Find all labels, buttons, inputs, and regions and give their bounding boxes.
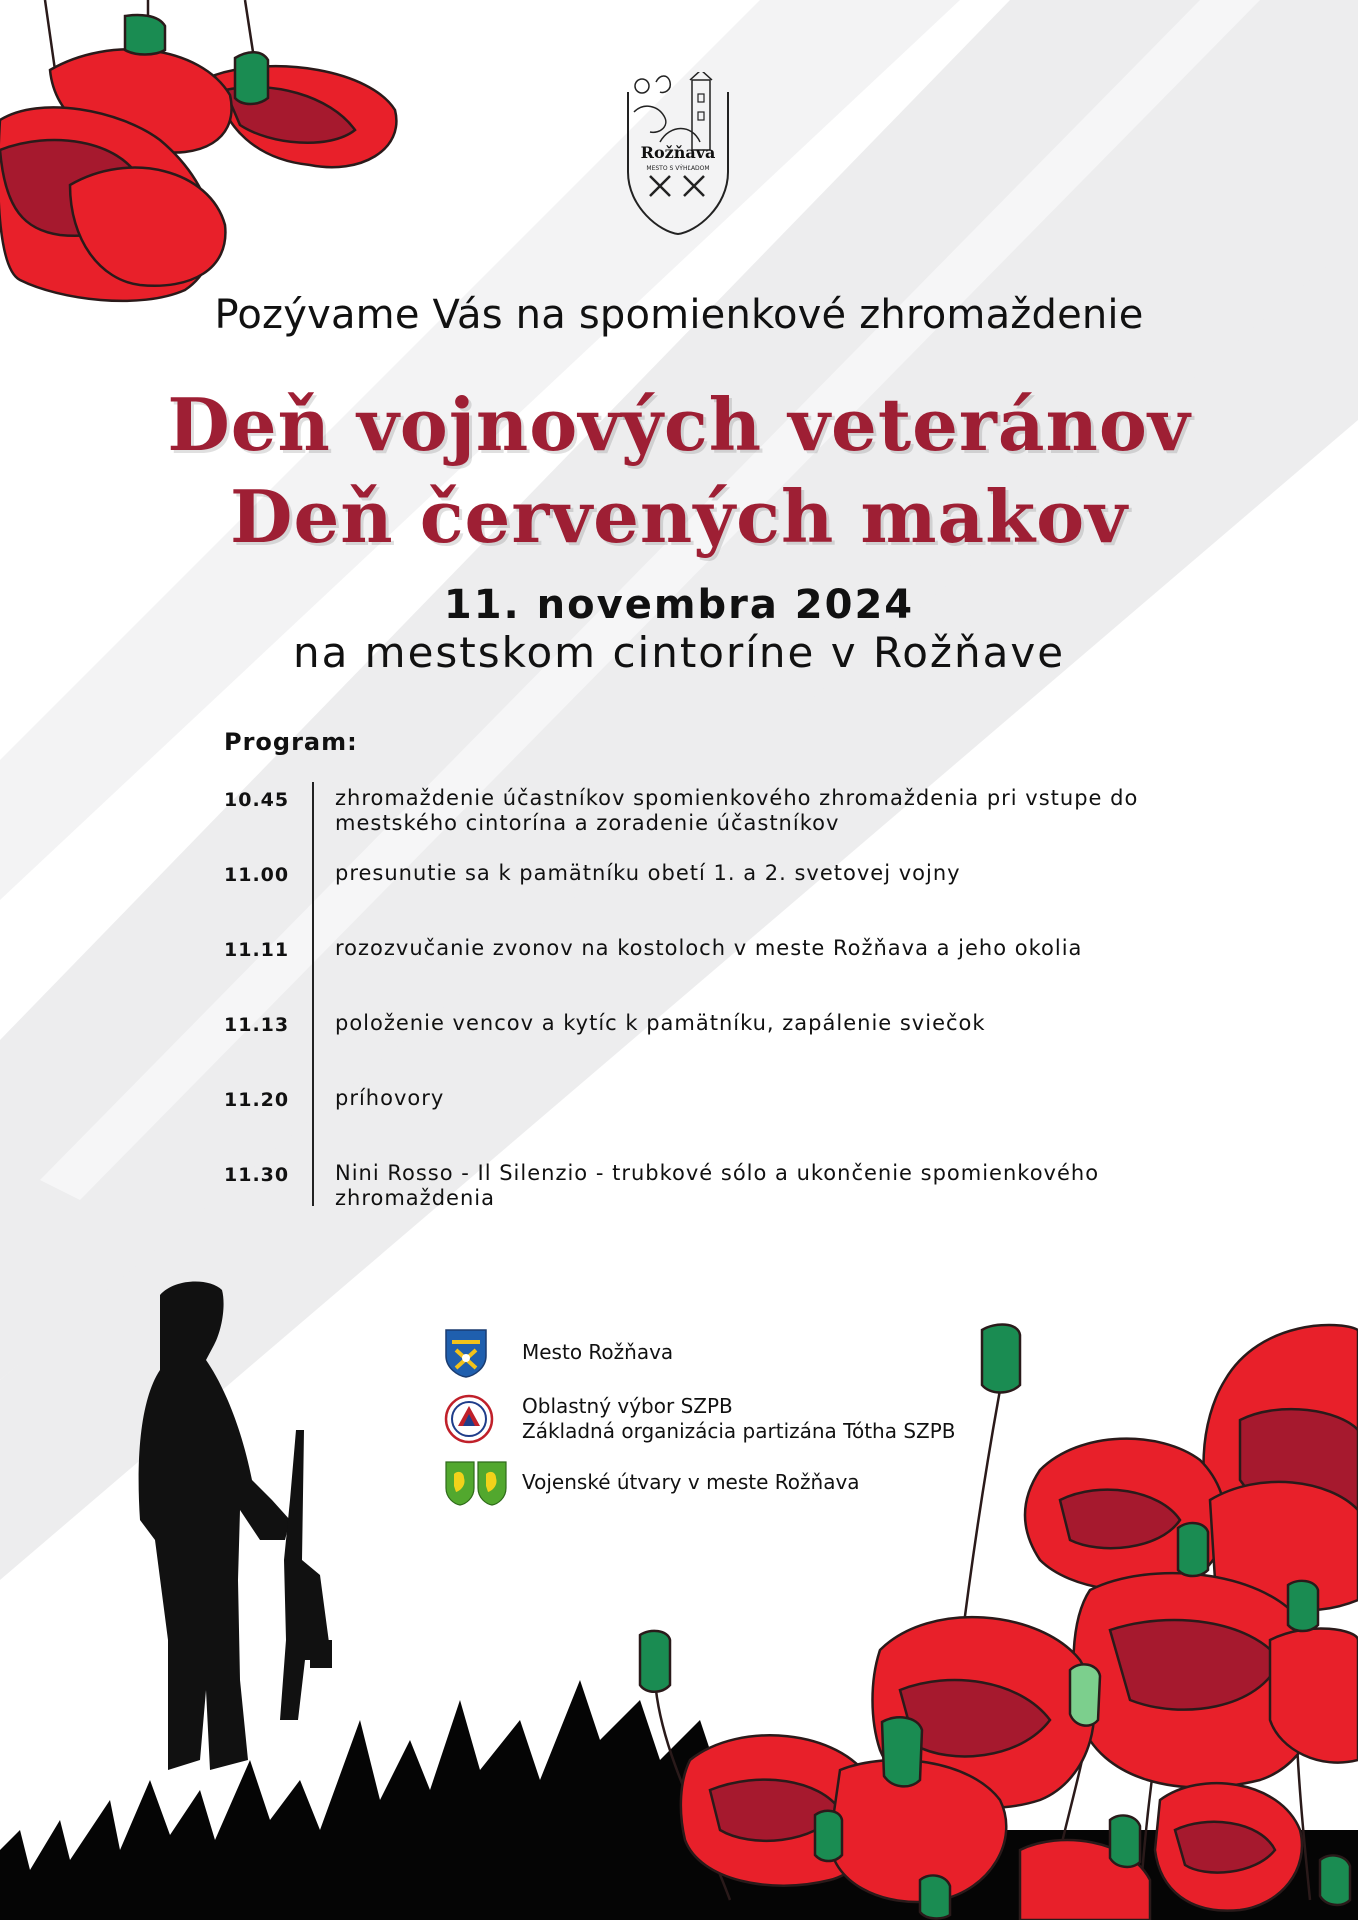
program-item-time: 11.30 — [224, 1164, 290, 1186]
program-item-text: rozozvučanie zvonov na kostoloch v meste Rožňava a jeho okolia — [335, 936, 1083, 960]
event-title-line-1: Deň vojnových veteránov — [167, 382, 1191, 467]
organizer-military-name: Vojenské útvary v meste Rožňava — [522, 1470, 860, 1494]
organizer-city — [444, 1328, 1004, 1380]
program-item-text: presunutie sa k pamätníku obetí 1. a 2. svetovej vojny — [335, 861, 961, 885]
program-item-time: 11.13 — [224, 1014, 290, 1036]
program-item-time: 11.00 — [224, 864, 290, 886]
military-units-emblem-icon — [444, 1458, 508, 1506]
invite-line: Pozývame Vás na spomienkové zhromaždenie — [214, 292, 1144, 338]
event-title-line-2: Deň červených makov — [230, 474, 1128, 559]
program-item-time: 11.20 — [224, 1089, 290, 1111]
program-item-text: príhovory — [335, 1086, 445, 1110]
event-date: 11. novembra 2024 — [443, 582, 915, 628]
city-coat-of-arms-icon — [444, 1328, 488, 1378]
program-item-time: 11.11 — [224, 939, 290, 961]
organizer-szpb-line-1: Oblastný výbor SZPB — [522, 1394, 733, 1418]
program-item-text: zhromaždenie účastníkov spomienkového zhromaždenia pri vstupe do mestského cintorína a zoradenie účastníkov — [335, 786, 1139, 835]
poppies-top-left — [0, 0, 396, 301]
organizer-city-name: Mesto Rožňava — [522, 1340, 674, 1364]
event-place: na mestskom cintoríne v Rožňave — [292, 628, 1066, 677]
program-item-text: položenie vencov a kytíc k pamätníku, zapálenie sviečok — [335, 1011, 986, 1035]
program-item-time: 10.45 — [224, 789, 290, 811]
city-logo-wordmark: Rožňava — [640, 143, 716, 162]
city-logo-tagline: MESTO S VÝHĽADOM — [646, 165, 710, 172]
organizer-szpb-line-2: Základná organizácia partizána Tótha SZPB — [522, 1419, 956, 1443]
organizer-military — [444, 1458, 1004, 1510]
program-divider — [312, 782, 314, 1206]
city-logo — [620, 72, 736, 236]
szpb-emblem-icon — [444, 1394, 494, 1444]
organizer-szpb — [444, 1394, 1004, 1446]
program-item-text: Nini Rosso - Il Silenzio - trubkové sólo a ukončenie spomienkového zhromaždenia — [335, 1161, 1100, 1210]
program-label: Program: — [224, 728, 358, 756]
